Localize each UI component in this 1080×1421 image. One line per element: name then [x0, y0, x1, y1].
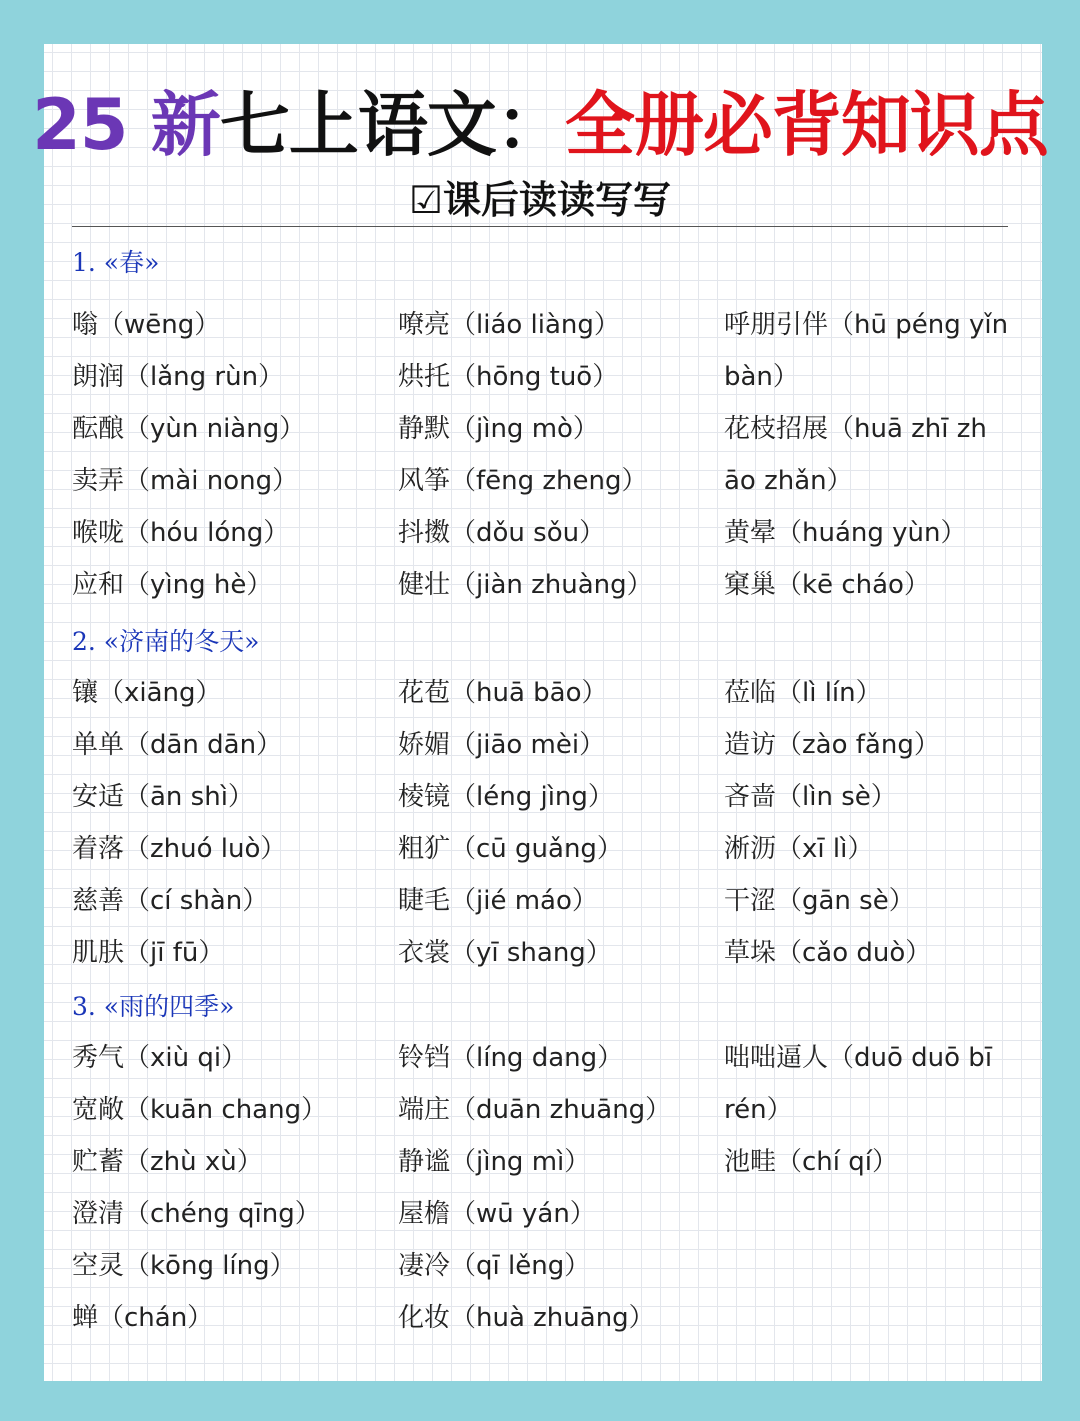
vocab-term: āo zhǎn）	[724, 466, 853, 496]
vocab-term: 吝啬（lìn sè）	[724, 782, 897, 812]
notebook-paper	[44, 44, 1042, 1381]
vocab-term: 呼朋引伴（hū péng yǐn	[724, 310, 1009, 340]
vocab-term: 蝉（chán）	[72, 1303, 214, 1333]
vocab-term: 窠巢（kē cháo）	[724, 570, 930, 600]
vocab-term: 单单（dān dān）	[72, 730, 283, 760]
vocab-term: 静谧（jìng mì）	[398, 1147, 591, 1177]
vocab-term: 池畦（chí qí）	[724, 1147, 898, 1177]
vocab-term: 肌肤（jī fū）	[72, 938, 225, 968]
vocab-term: 喉咙（hóu lóng）	[72, 518, 290, 548]
vocab-term: 风筝（fēng zheng）	[398, 466, 648, 496]
vocab-term: 端庄（duān zhuāng）	[398, 1095, 672, 1125]
title-subject: 七上语文：	[219, 84, 565, 166]
vocab-term: 衣裳（yī shang）	[398, 938, 612, 968]
vocab-term: 粗犷（cū guǎng）	[398, 834, 623, 864]
vocab-term: 草垛（cǎo duò）	[724, 938, 932, 968]
vocab-term: 卖弄（mài nong）	[72, 466, 299, 496]
title-topic: 全册必背知识点	[564, 84, 1048, 166]
vocab-term: 抖擞（dǒu sǒu）	[398, 518, 606, 548]
vocab-term: 铃铛（líng dang）	[398, 1043, 624, 1073]
vocab-term: bàn）	[724, 362, 799, 392]
title-grade: 25 新	[32, 84, 220, 166]
vocab-term: 着落（zhuó luò）	[72, 834, 287, 864]
vocab-term: 慈善（cí shàn）	[72, 886, 269, 916]
section-heading: 1. «春»	[72, 248, 160, 277]
vocab-term: 娇媚（jiāo mèi）	[398, 730, 606, 760]
vocab-term: 酝酿（yùn niàng）	[72, 414, 306, 444]
vocab-term: 干涩（gān sè）	[724, 886, 915, 916]
vocab-term: 澄清（chéng qīng）	[72, 1199, 321, 1229]
section-heading: 3. «雨的四季»	[72, 992, 235, 1021]
vocab-term: 咄咄逼人（duō duō bī	[724, 1043, 993, 1073]
vocab-term: 睫毛（jié máo）	[398, 886, 598, 916]
vocab-term: 健壮（jiàn zhuàng）	[398, 570, 653, 600]
vocab-term: rén）	[724, 1095, 793, 1125]
vocab-term: 嘹亮（liáo liàng）	[398, 310, 620, 340]
vocab-term: 秀气（xiù qi）	[72, 1043, 248, 1073]
vocab-term: 花苞（huā bāo）	[398, 678, 608, 708]
page-subtitle: ☑课后读读写写	[408, 178, 672, 222]
page-title	[0, 82, 1080, 168]
vocab-term: 贮蓄（zhù xù）	[72, 1147, 263, 1177]
vocab-term: 莅临（lì lín）	[724, 678, 882, 708]
vocab-term: 安适（ān shì）	[72, 782, 254, 812]
divider	[72, 226, 1008, 227]
vocab-term: 花枝招展（huā zhī zh	[724, 414, 987, 444]
vocab-term: 凄冷（qī lěng）	[398, 1251, 591, 1281]
vocab-term: 黄晕（huáng yùn）	[724, 518, 967, 548]
vocab-term: 烘托（hōng tuō）	[398, 362, 619, 392]
vocab-term: 空灵（kōng líng）	[72, 1251, 296, 1281]
vocab-term: 造访（zào fǎng）	[724, 730, 940, 760]
section-heading: 2. «济南的冬天»	[72, 627, 260, 656]
vocab-term: 淅沥（xī lì）	[724, 834, 874, 864]
vocab-term: 宽敞（kuān chang）	[72, 1095, 328, 1125]
vocab-term: 屋檐（wū yán）	[398, 1199, 596, 1229]
vocab-term: 静默（jìng mò）	[398, 414, 599, 444]
vocab-term: 嗡（wēng）	[72, 310, 221, 340]
vocab-term: 应和（yìng hè）	[72, 570, 273, 600]
vocab-term: 棱镜（léng jìng）	[398, 782, 614, 812]
vocab-term: 化妆（huà zhuāng）	[398, 1303, 655, 1333]
vocab-term: 朗润（lǎng rùn）	[72, 362, 285, 392]
vocab-term: 镶（xiāng）	[72, 678, 222, 708]
